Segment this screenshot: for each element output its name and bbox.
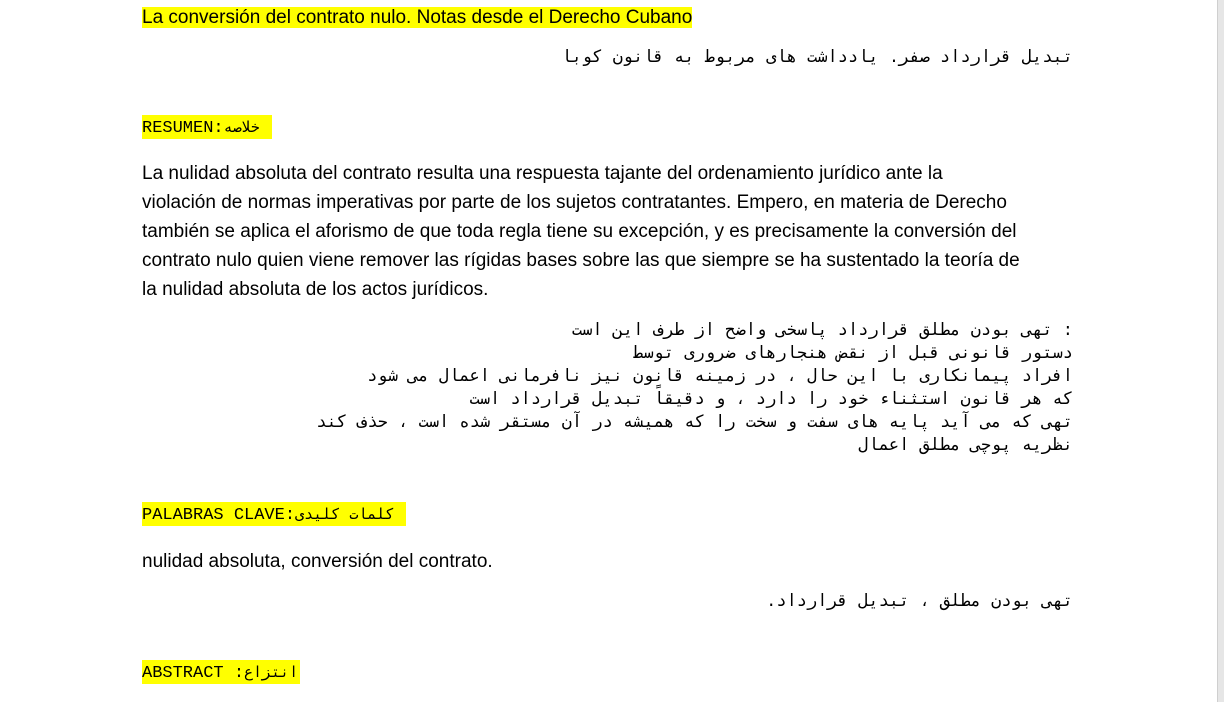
persian-abstract-line: که هر قانون استثناء خود را دارد ، و دقیقاً تبدیل قرارداد است bbox=[469, 391, 1073, 410]
vertical-scrollbar[interactable] bbox=[1217, 0, 1224, 702]
keywords-label bbox=[142, 502, 406, 526]
persian-abstract-line: نظریه پوچی مطلق اعمال bbox=[858, 437, 1073, 456]
abstract-label-latin: ABSTRACT : bbox=[142, 664, 245, 683]
persian-abstract-line: افراد پیمانکاری با این حال ، در زمینه قانون نیز نافرمانی اعمال می شود bbox=[367, 368, 1073, 387]
resumen-line: contrato nulo quien viene remover las rígidas bases sobre las que siempre se ha sustentado la teoría de bbox=[142, 250, 1020, 271]
resumen-line: la nulidad absoluta de los actos jurídicos. bbox=[142, 279, 489, 300]
persian-title: تبدیل قرارداد صفر. یادداشت های مربوط به قانون کوبا bbox=[561, 49, 1073, 68]
abstract-label bbox=[142, 660, 300, 684]
persian-abstract-paragraph bbox=[123, 320, 1073, 458]
document-title bbox=[142, 4, 694, 32]
persian-abstract-line: تهی که می آید پایه های سفت و سخت را که همیشه در آن مستقر شده است ، حذف کند bbox=[316, 414, 1073, 433]
persian-abstract-line: : تهی بودن مطلق قرارداد پاسخی واضح از طرف این است bbox=[571, 322, 1073, 341]
resumen-label-persian: خلاصه bbox=[223, 118, 260, 136]
resumen-line: también se aplica el aforismo de que toda regla tiene su excepción, y es precisamente la conversión del bbox=[142, 221, 1017, 242]
resumen-line: violación de normas imperativas por parte de los sujetos contratantes. Empero, en materia de Derecho bbox=[142, 192, 1007, 213]
resumen-line: La nulidad absoluta del contrato resulta una respuesta tajante del ordenamiento jurídico ante la bbox=[142, 163, 943, 184]
resumen-label-latin: RESUMEN: bbox=[142, 119, 224, 138]
keywords-label-latin: PALABRAS CLAVE: bbox=[142, 506, 296, 525]
resumen-label bbox=[142, 115, 272, 139]
document-title-text: La conversión del contrato nulo. Notas desde el Derecho Cubano bbox=[142, 7, 693, 28]
keywords-persian: تهی بودن مطلق ، تبدیل قرارداد. bbox=[766, 593, 1073, 612]
abstract-label-persian: انتزاع bbox=[244, 663, 299, 681]
resumen-paragraph bbox=[142, 159, 1072, 304]
keywords-label-persian: کلمات کلیدی bbox=[295, 505, 395, 523]
persian-abstract-line: دستور قانونی قبل از نقض هنجارهای ضروری توسط bbox=[633, 345, 1073, 364]
keywords-text: nulidad absoluta, conversión del contrato. bbox=[142, 551, 493, 572]
